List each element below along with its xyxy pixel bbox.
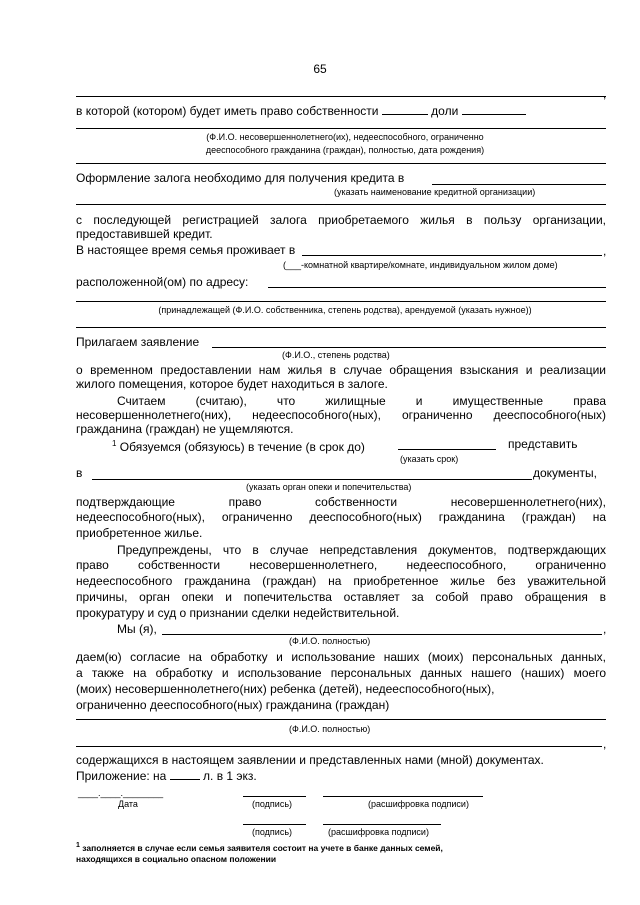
fill-line — [76, 163, 606, 164]
signature-blank[interactable] — [243, 796, 306, 797]
warn-d: причины, орган опеки и попечительства оставляет за собой право обращения в — [76, 590, 606, 604]
footnote-mark: 1 — [76, 842, 80, 849]
fill-line — [76, 719, 606, 720]
consider-c: гражданина (граждан) не ущемляются. — [76, 422, 294, 436]
fill-line — [76, 128, 606, 129]
pledge-line: Оформление залога необходимо для получения кредита в — [76, 171, 405, 185]
minor-caption-b: дееспособного гражданина (граждан), полностью, дата рождения) — [205, 145, 485, 155]
appendix-line — [76, 769, 257, 783]
warn-c: недееспособного гражданина (граждан) на приобретенное жилье без уважительной — [76, 574, 606, 588]
share-blank[interactable] — [462, 114, 526, 115]
dwelling-blank[interactable] — [302, 255, 602, 256]
comma: , — [603, 737, 607, 751]
attach-line: Прилагаем заявление — [76, 335, 200, 349]
confirm-c: приобретенное жилье. — [76, 526, 203, 540]
guardian-blank[interactable] — [92, 479, 532, 480]
signature-caption-2: (подпись) — [252, 827, 293, 837]
fio-caption: (Ф.И.О. полностью) — [289, 636, 371, 646]
signature-caption: (подпись) — [252, 799, 293, 809]
footnote-ref: 1 — [112, 439, 117, 448]
pages-blank[interactable] — [170, 779, 200, 780]
footnote-text-a: заполняется в случае если семья заявителя состоит на учете в банке данных семей, — [79, 842, 443, 853]
confirm-b: недееспособного(ных), ограниченно дееспособного(ных) гражданина (граждан) на — [76, 510, 606, 524]
ownership-line — [76, 104, 526, 118]
comma: , — [603, 622, 607, 636]
warn-e: прокуратуру и суд о признании сделки недействительной. — [76, 606, 400, 620]
date-blank[interactable]: ____.____.________ — [78, 788, 164, 798]
fill-line — [76, 204, 606, 205]
guardian-caption: (указать орган опеки и попечительства) — [246, 482, 412, 492]
term-blank[interactable] — [398, 449, 496, 450]
family-line: В настоящее время семья проживает в — [76, 243, 296, 257]
family-caption: (___-комнатной квартире/комнате, индивидуальном жилом доме) — [283, 260, 558, 270]
consider-b: несовершеннолетнего(них), недееспособного(ных), ограниченно дееспособного(ных) — [76, 408, 606, 422]
ownership-prefix: в которой (котором) будет иметь право собственности — [76, 104, 382, 118]
temp-b: жилого помещения, которое будет находиться в залоге. — [76, 377, 388, 391]
consent-b: а также на обработку и использование персональных данных нашего (наших) моего — [76, 666, 606, 680]
fill-line — [76, 301, 606, 302]
date-caption: Дата — [118, 799, 138, 809]
registration-a: с последующей регистрацией залога приобретаемого жилья в пользу организации, — [76, 213, 606, 227]
warn-b: право собственности несовершеннолетнего, недееспособного, ограниченно — [76, 558, 606, 572]
address-blank[interactable] — [268, 287, 606, 288]
oblige-line — [112, 437, 365, 454]
ownership-blank[interactable] — [382, 114, 428, 115]
comma: , — [603, 87, 607, 101]
fill-line — [76, 96, 606, 97]
registration-b: предоставившей кредит. — [76, 227, 213, 241]
fio-caption-2: (Ф.И.О. полностью) — [289, 724, 371, 734]
decode-caption: (расшифровка подписи) — [368, 799, 469, 809]
address-line: расположенной(ом) по адресу: — [76, 275, 249, 289]
confirm-a: подтверждающие право собственности несовершеннолетнего(них), — [76, 495, 606, 509]
decode-blank[interactable] — [323, 796, 483, 797]
attach-caption: (Ф.И.О., степень родства) — [282, 350, 390, 360]
appendix-prefix: Приложение: на — [76, 769, 170, 783]
comma: , — [603, 244, 607, 258]
decode-caption-2: (расшифровка подписи) — [328, 827, 429, 837]
footnote-a — [76, 841, 606, 853]
minor-caption-a: (Ф.И.О. несовершеннолетнего(их), недееспособного, ограниченно — [206, 132, 484, 142]
pledge-caption: (указать наименование кредитной организации) — [334, 187, 536, 197]
contained-line: содержащихся в настоящем заявлении и представленных нами (мной) документах. — [76, 753, 544, 767]
documents-word: документы, — [533, 466, 597, 480]
fio-blank[interactable] — [162, 634, 602, 635]
fill-line — [76, 746, 602, 747]
fill-line — [76, 327, 606, 328]
attach-blank[interactable] — [212, 347, 606, 348]
consent-d: ограниченно дееспособного(ных) гражданина (граждан) — [76, 698, 390, 712]
decode-blank-2[interactable] — [323, 824, 441, 825]
oblige-text: Обязуемся (обязуюсь) в течение (в срок до) — [116, 440, 365, 454]
consent-a: даем(ю) согласие на обработку и использование наших (моих) персональных данных, — [76, 650, 606, 664]
warn-a: Предупреждены, что в случае непредставления документов, подтверждающих — [117, 543, 606, 557]
we-label: Мы (я), — [117, 622, 157, 636]
page-number: 65 — [313, 62, 327, 76]
term-caption: (указать срок) — [400, 454, 459, 464]
signature-blank-2[interactable] — [243, 824, 306, 825]
oblige-present: представить — [508, 437, 578, 451]
ownership-share-label: доли — [427, 104, 462, 118]
appendix-suffix: л. в 1 экз. — [199, 769, 257, 783]
in-word: в — [76, 466, 83, 480]
temp-a: о временном предоставлении нам жилья в случае обращения взыскания и реализации — [76, 363, 606, 377]
consent-c: (моих) несовершеннолетнего(них) ребенка (детей), недееспособного(ных), — [76, 682, 495, 696]
owner-caption: (принадлежащей (Ф.И.О. собственника, степень родства), арендуемой (указать нужное)) — [158, 305, 532, 315]
bank-blank[interactable] — [432, 184, 606, 185]
footnote-b: находящихся в социально опасном положении — [76, 854, 277, 864]
consider-a: Считаем (считаю), что жилищные и имущественные права — [117, 394, 606, 408]
